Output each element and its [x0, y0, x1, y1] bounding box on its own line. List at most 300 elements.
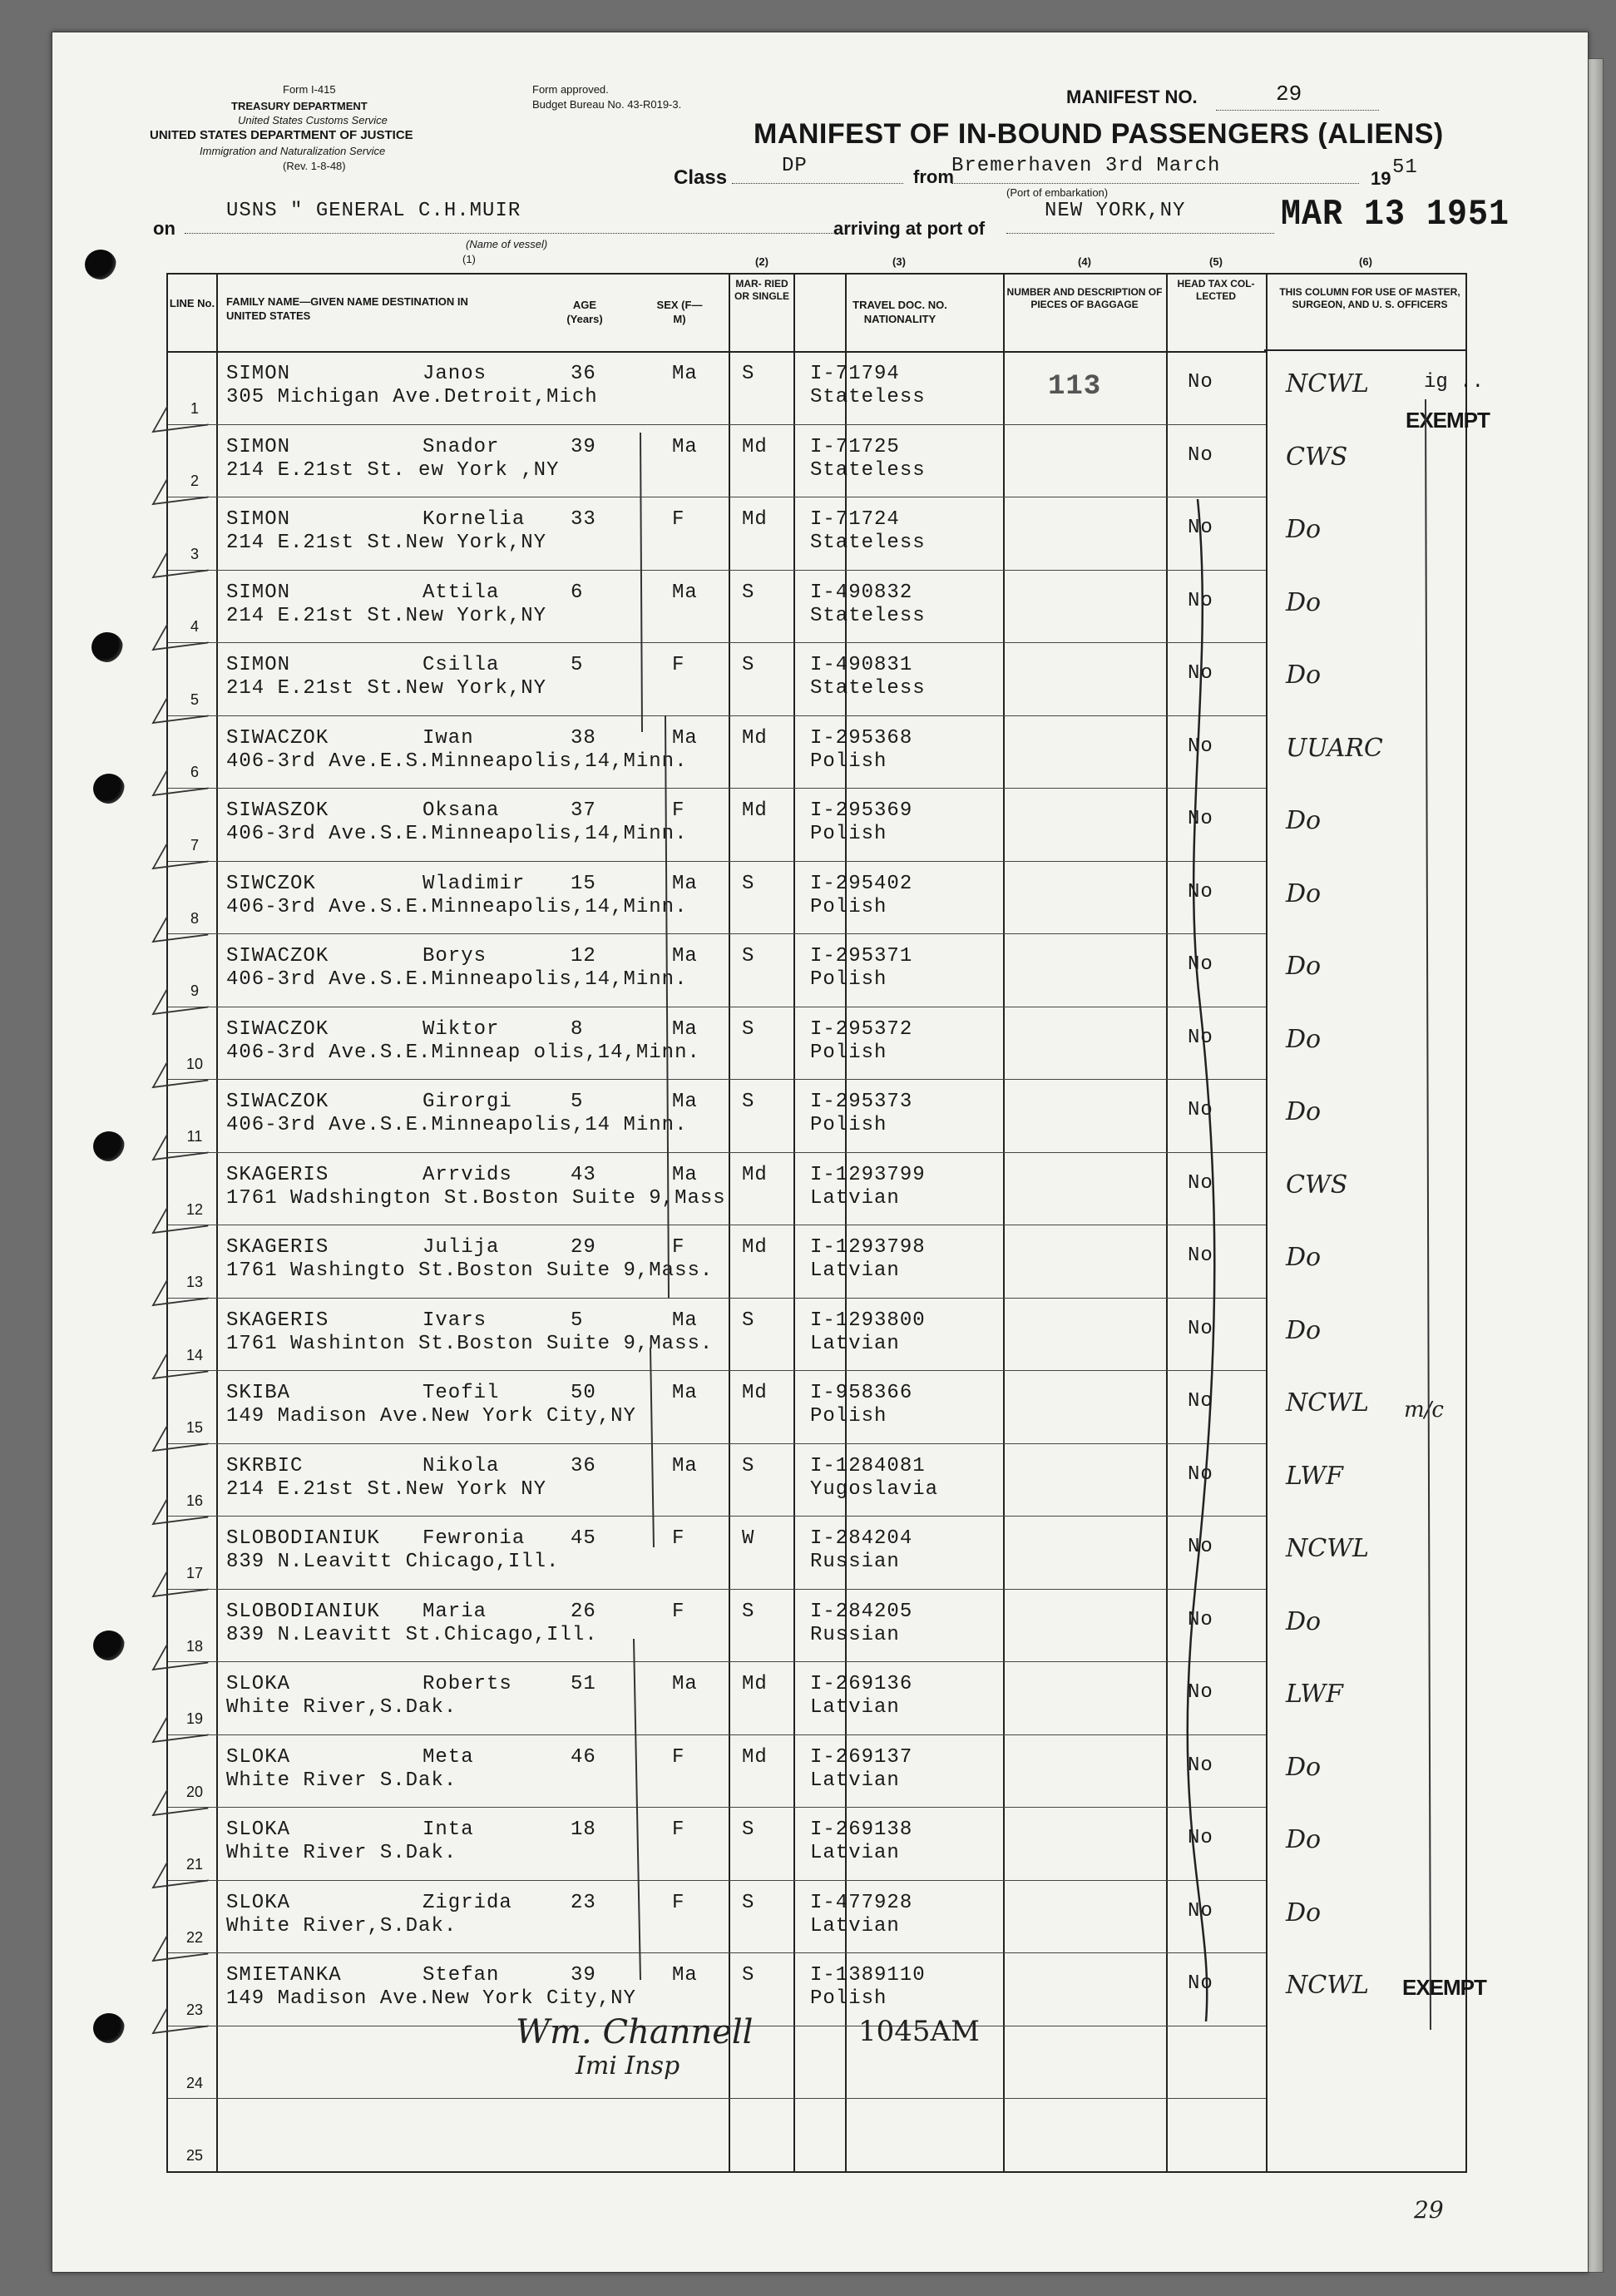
travel-doc-no: I-1389110: [810, 1964, 926, 1987]
travel-doc-no: I-295371: [810, 945, 913, 968]
age: 36: [571, 363, 596, 385]
destination: 305 Michigan Ave.Detroit,Mich: [226, 386, 598, 408]
age: 6: [571, 581, 584, 604]
head-tax: No: [1188, 1462, 1213, 1486]
surname: SLOKA: [226, 1673, 291, 1696]
given-name: Meta: [423, 1745, 474, 1769]
ig-note: ig ..: [1424, 371, 1485, 393]
sex: Ma: [672, 1309, 698, 1332]
given-name: Fewronia: [423, 1527, 526, 1551]
marital-status: S: [742, 1017, 755, 1041]
nationality: Polish: [810, 1041, 887, 1064]
marital-status: S: [742, 654, 755, 677]
travel-doc-no: I-1293798: [810, 1236, 926, 1259]
marital-status: S: [742, 872, 755, 895]
marital-status: Md: [742, 726, 768, 750]
col-officers-num: (6): [1359, 255, 1372, 268]
surname: SIWASZOK: [226, 799, 329, 823]
travel-doc-no: I-295372: [810, 1017, 913, 1041]
head-tax: No: [1188, 1681, 1213, 1705]
col-married-num: (2): [755, 255, 768, 268]
sex: F: [672, 1745, 685, 1769]
travel-doc-no: I-71794: [810, 363, 900, 385]
destination: White River,S.Dak.: [226, 1696, 457, 1720]
travel-doc-no: I-269138: [810, 1818, 913, 1842]
sex: Ma: [672, 1017, 698, 1041]
officers-column-pen-line: [1414, 399, 1447, 2030]
sex: F: [672, 1818, 685, 1842]
vessel-name: USNS " GENERAL C.H.MUIR: [226, 200, 521, 222]
arrival-line: [1006, 233, 1274, 234]
embarkation-caption: (Port of embarkation): [1006, 186, 1109, 199]
surname: SIMON: [226, 363, 291, 385]
head-tax: No: [1188, 1536, 1213, 1559]
officer-note: LWF: [1286, 1461, 1343, 1491]
age: 33: [571, 508, 596, 532]
ins-service: Immigration and Naturalization Service: [200, 145, 386, 157]
destination: 214 E.21st St.New York,NY: [226, 532, 547, 555]
officer-note: Do: [1286, 1825, 1322, 1855]
officer-note: Do: [1286, 661, 1322, 690]
year-prefix: 19: [1371, 168, 1391, 189]
marital-status: S: [742, 1964, 755, 1987]
sex: Ma: [672, 581, 698, 604]
officer-note: Do: [1286, 1898, 1322, 1927]
travel-doc-no: I-284204: [810, 1527, 913, 1551]
destination: 406-3rd Ave.S.E.Minneapolis,14,Minn.: [226, 968, 688, 992]
travel-doc-no: I-295373: [810, 1091, 913, 1114]
marital-status: Md: [742, 1236, 768, 1259]
sex: F: [672, 1236, 685, 1259]
marital-status: S: [742, 1891, 755, 1914]
age: 15: [571, 872, 596, 895]
given-name: Borys: [423, 945, 487, 968]
manifest-title: MANIFEST OF IN-BOUND PASSENGERS (ALIENS): [754, 118, 1444, 150]
nationality: Russian: [810, 1623, 900, 1646]
arriving-label: arriving at port of: [833, 218, 986, 239]
head-tax: No: [1188, 1317, 1213, 1340]
customs-service: United States Customs Service: [238, 114, 388, 126]
vessel-caption: (Name of vessel): [466, 238, 548, 250]
marital-status: Md: [742, 508, 768, 532]
punch-hole: [85, 250, 116, 280]
destination: 214 E.21st St.New York NY: [226, 1477, 547, 1501]
given-name: Arrvids: [423, 1163, 512, 1186]
given-name: Teofil: [423, 1382, 500, 1405]
travel-doc-no: I-71724: [810, 508, 900, 532]
table-row: [168, 351, 1369, 424]
marital-status: S: [742, 581, 755, 604]
line-number: 17: [185, 1565, 204, 1582]
head-tax: No: [1188, 880, 1213, 903]
budget-bureau: Budget Bureau No. 43-R019-3.: [532, 98, 682, 111]
surname: SKAGERIS: [226, 1309, 329, 1332]
head-tax: No: [1188, 1899, 1213, 1922]
col-baggage: NUMBER AND DESCRIPTION OF PIECES OF BAGGAGE: [1006, 286, 1163, 310]
travel-doc-no: I-71725: [810, 435, 900, 458]
officer-note: Do: [1286, 1024, 1322, 1054]
sex: Ma: [672, 435, 698, 458]
destination: 214 E.21st St. ew York ,NY: [226, 458, 560, 482]
destination: 1761 Washingto St.Boston Suite 9,Mass.: [226, 1259, 714, 1283]
destination: 406-3rd Ave.E.S.Minneapolis,14,Minn.: [226, 750, 688, 773]
line-number: 14: [185, 1346, 204, 1363]
age: 51: [571, 1673, 596, 1696]
line-number: 24: [185, 2074, 204, 2091]
year-suffix: 51: [1392, 156, 1418, 179]
head-tax: No: [1188, 662, 1213, 685]
inspector-signature: Wm. Channell: [516, 2013, 754, 2051]
travel-doc-no: I-490831: [810, 654, 913, 677]
nationality: Stateless: [810, 604, 926, 627]
head-tax: No: [1188, 1026, 1213, 1049]
head-tax: No: [1188, 1171, 1213, 1195]
travel-doc-no: I-295368: [810, 726, 913, 750]
destination: 839 N.Leavitt Chicago,Ill.: [226, 1551, 560, 1574]
treasury-department: TREASURY DEPARTMENT: [231, 100, 368, 112]
surname: SLOBODIANIUK: [226, 1527, 380, 1551]
sex: Ma: [672, 1673, 698, 1696]
inspector-title: Imi Insp: [576, 2051, 680, 2081]
inspection-time: 1045AM: [858, 2015, 980, 2048]
nationality: Russian: [810, 1551, 900, 1574]
travel-doc-no: I-958366: [810, 1382, 913, 1405]
given-name: Kornelia: [423, 508, 526, 532]
from-line: [951, 183, 1359, 184]
col-baggage-num: (4): [1078, 255, 1091, 268]
line-number: 3: [190, 545, 199, 562]
surname: SKAGERIS: [226, 1163, 329, 1186]
sex: Ma: [672, 1964, 698, 1987]
marital-status: S: [742, 1309, 755, 1332]
baggage: 113: [1048, 371, 1102, 403]
travel-doc-no: I-477928: [810, 1891, 913, 1914]
sex: Ma: [672, 726, 698, 750]
officer-note: NCWL: [1286, 369, 1369, 398]
marital-status: Md: [742, 1745, 768, 1769]
destination: White River S.Dak.: [226, 1842, 457, 1865]
line-number: 13: [185, 1274, 204, 1291]
officer-note: LWF: [1286, 1680, 1343, 1710]
head-tax: No: [1188, 517, 1213, 540]
page-corner-number: 29: [1414, 2196, 1444, 2224]
given-name: Csilla: [423, 654, 500, 677]
nationality: Stateless: [810, 677, 926, 700]
surname: SIWACZOK: [226, 945, 329, 968]
age: 5: [571, 1309, 584, 1332]
officer-note: Do: [1286, 1243, 1322, 1273]
given-name: Iwan: [423, 726, 474, 750]
officer-note: Do: [1286, 515, 1322, 545]
given-name: Wladimir: [423, 872, 526, 895]
col-sex: SEX (F—M): [656, 299, 703, 325]
surname: SIMON: [226, 654, 291, 677]
head-tax: No: [1188, 443, 1213, 467]
head-tax: No: [1188, 1754, 1213, 1777]
age: 29: [571, 1236, 596, 1259]
officer-note: UUARC: [1286, 733, 1383, 763]
line-number: 19: [185, 1710, 204, 1728]
surname: SLOKA: [226, 1891, 291, 1914]
officer-note: Do: [1286, 878, 1322, 908]
form-revision: (Rev. 1-8-48): [283, 160, 346, 172]
head-tax: No: [1188, 371, 1213, 393]
line-number: 12: [185, 1200, 204, 1218]
manifest-no-label: MANIFEST NO.: [1066, 87, 1198, 107]
marital-status: Md: [742, 1673, 768, 1696]
col-name: FAMILY NAME—GIVEN NAME DESTINATION IN UNITED STATES: [226, 295, 468, 322]
destination: 406-3rd Ave.S.E.Minneapolis,14 Minn.: [226, 1114, 688, 1137]
nationality: Polish: [810, 1114, 887, 1137]
officer-note: Do: [1286, 806, 1322, 836]
age: 5: [571, 1091, 584, 1114]
embarkation-port: Bremerhaven 3rd March: [951, 155, 1221, 177]
destination: 149 Madison Ave.New York City,NY: [226, 1987, 636, 2011]
surname: SLOBODIANIUK: [226, 1600, 380, 1623]
head-tax: No: [1188, 1608, 1213, 1631]
on-label: on: [153, 218, 175, 239]
officer-note: CWS: [1286, 442, 1348, 472]
destination: 839 N.Leavitt St.Chicago,Ill.: [226, 1623, 598, 1646]
mc-note: m/c: [1404, 1398, 1444, 1423]
line-number: 16: [185, 1492, 204, 1509]
given-name: Ivars: [423, 1309, 487, 1332]
line-number: 5: [190, 690, 199, 708]
travel-doc-no: I-269137: [810, 1745, 913, 1769]
from-label: from: [913, 166, 954, 187]
nationality: Stateless: [810, 458, 926, 482]
sex: F: [672, 1600, 685, 1623]
head-tax: No: [1188, 1390, 1213, 1413]
line-number: 20: [185, 1783, 204, 1800]
surname: SIWCZOK: [226, 872, 316, 895]
col-travel-num: (3): [892, 255, 906, 268]
line-number: 22: [185, 1928, 204, 1946]
destination: White River S.Dak.: [226, 1769, 457, 1792]
sex: Ma: [672, 872, 698, 895]
nationality: Stateless: [810, 386, 926, 408]
age: 5: [571, 654, 584, 677]
age: 38: [571, 726, 596, 750]
sex: Ma: [672, 1382, 698, 1405]
exempt-stamp-line23: EXEMPT: [1402, 1975, 1486, 2000]
head-tax: No: [1188, 1244, 1213, 1268]
col-married: MAR- RIED OR SINGLE: [734, 278, 789, 302]
surname: SKRBIC: [226, 1454, 304, 1477]
given-name: Attila: [423, 581, 500, 604]
sex: F: [672, 508, 685, 532]
nationality: Polish: [810, 750, 887, 773]
surname: SLOKA: [226, 1745, 291, 1769]
head-tax: No: [1188, 735, 1213, 758]
given-name: Girorgi: [423, 1091, 512, 1114]
line-number: 21: [185, 1856, 204, 1873]
sex: Ma: [672, 1454, 698, 1477]
given-name: Zigrida: [423, 1891, 512, 1914]
travel-doc-no: I-490832: [810, 581, 913, 604]
age: 12: [571, 945, 596, 968]
marital-status: S: [742, 945, 755, 968]
destination: 214 E.21st St.New York,NY: [226, 677, 547, 700]
sex: F: [672, 654, 685, 677]
vessel-column-number: (1): [462, 253, 476, 265]
travel-doc-no: I-284205: [810, 1600, 913, 1623]
form-number: Form I-415: [283, 83, 336, 96]
travel-doc-no: I-1284081: [810, 1454, 926, 1477]
head-tax: No: [1188, 1827, 1213, 1850]
col-travel: TRAVEL DOC. NO. NATIONALITY: [852, 299, 947, 325]
sex: Ma: [672, 1091, 698, 1114]
marital-status: Md: [742, 1382, 768, 1405]
age: 45: [571, 1527, 596, 1551]
nationality: Polish: [810, 1405, 887, 1428]
officer-note: Do: [1286, 587, 1322, 617]
destination: 214 E.21st St.New York,NY: [226, 604, 547, 627]
line-number: 8: [190, 909, 199, 927]
col-line-no: LINE No.: [169, 297, 215, 309]
punch-hole: [93, 2013, 125, 2043]
destination: 1761 Washinton St.Boston Suite 9,Mass.: [226, 1332, 714, 1355]
age: 50: [571, 1382, 596, 1405]
nationality: Latvian: [810, 1842, 900, 1865]
sex: F: [672, 1891, 685, 1914]
tax-column-pen-line: [1181, 499, 1248, 2021]
surname: SIMON: [226, 508, 291, 532]
sex: Ma: [672, 363, 698, 385]
officer-note: NCWL: [1286, 1971, 1369, 2001]
destination: White River,S.Dak.: [226, 1914, 457, 1937]
given-name: Stefan: [423, 1964, 500, 1987]
line-number: 18: [185, 1637, 204, 1655]
destination: 406-3rd Ave.S.E.Minneap olis,14,Minn.: [226, 1041, 700, 1064]
age: 37: [571, 799, 596, 823]
head-tax: No: [1188, 953, 1213, 977]
surname: SLOKA: [226, 1818, 291, 1842]
age: 23: [571, 1891, 596, 1914]
marital-status: S: [742, 1600, 755, 1623]
given-name: Oksana: [423, 799, 500, 823]
arrival-port: NEW YORK,NY: [1045, 200, 1186, 222]
age: 26: [571, 1600, 596, 1623]
nationality: Latvian: [810, 1769, 900, 1792]
destination: 406-3rd Ave.S.E.Minneapolis,14,Minn.: [226, 895, 688, 918]
officer-note: Do: [1286, 1315, 1322, 1345]
destination: 406-3rd Ave.S.E.Minneapolis,14,Minn.: [226, 823, 688, 846]
age: 46: [571, 1745, 596, 1769]
given-name: Wiktor: [423, 1017, 500, 1041]
nationality: Polish: [810, 895, 887, 918]
age: 43: [571, 1163, 596, 1186]
marital-status: S: [742, 1818, 755, 1842]
travel-doc-no: I-269136: [810, 1673, 913, 1696]
given-name: Maria: [423, 1600, 487, 1623]
surname: SKAGERIS: [226, 1236, 329, 1259]
surname: SKIBA: [226, 1382, 291, 1405]
officer-note: NCWL: [1286, 1388, 1369, 1418]
punch-hole: [93, 774, 125, 804]
exempt-stamp-line1: EXEMPT: [1406, 408, 1490, 433]
officer-note: CWS: [1286, 1170, 1348, 1200]
travel-doc-no: I-1293800: [810, 1309, 926, 1332]
surname: SMIETANKA: [226, 1964, 342, 1987]
officer-note: Do: [1286, 1752, 1322, 1782]
punch-hole: [93, 1131, 125, 1161]
officer-note: Do: [1286, 1606, 1322, 1636]
class-value: DP: [782, 155, 808, 177]
given-name: Roberts: [423, 1673, 512, 1696]
line-number: 25: [185, 2147, 204, 2165]
manifest-no-line: [1216, 110, 1379, 111]
sex: F: [672, 1527, 685, 1551]
col-tax: HEAD TAX COL- LECTED: [1177, 278, 1255, 302]
punch-hole: [93, 1630, 125, 1660]
head-tax: No: [1188, 1972, 1213, 1996]
marital-status: Md: [742, 1163, 768, 1186]
line-number: 1: [190, 399, 199, 417]
line-number: 9: [190, 982, 199, 1000]
surname: SIMON: [226, 435, 291, 458]
marital-status: W: [742, 1527, 755, 1551]
sex: Ma: [672, 945, 698, 968]
marital-status: S: [742, 363, 755, 385]
vessel-line: [185, 233, 833, 234]
line-number: 7: [190, 837, 199, 854]
line-number: 11: [186, 1128, 203, 1146]
nationality: Polish: [810, 968, 887, 992]
surname: SIWACZOK: [226, 1091, 329, 1114]
manifest-no-value: 29: [1276, 82, 1302, 106]
given-name: Snador: [423, 435, 500, 458]
sex: Ma: [672, 1163, 698, 1186]
name-column-pen-lines: [582, 416, 749, 1997]
col-officers: THIS COLUMN FOR USE OF MASTER, SURGEON, AND U. S. OFFICERS: [1279, 286, 1460, 310]
nationality: Latvian: [810, 1259, 900, 1283]
line-number: 6: [190, 764, 199, 781]
arrival-date-stamp: MAR 13 1951: [1281, 194, 1510, 236]
department-of-justice: UNITED STATES DEPARTMENT OF JUSTICE: [150, 128, 413, 142]
officer-note: Do: [1286, 952, 1322, 982]
destination: 1761 Wadshington St.Boston Suite 9,Mass: [226, 1186, 726, 1210]
marital-status: Md: [742, 435, 768, 458]
age: 39: [571, 435, 596, 458]
col-age: AGE (Years): [566, 299, 603, 325]
nationality: Stateless: [810, 532, 926, 555]
marital-status: Md: [742, 799, 768, 823]
travel-doc-no: I-295402: [810, 872, 913, 895]
nationality: Latvian: [810, 1914, 900, 1937]
line-number: 10: [185, 1055, 204, 1072]
surname: SIWACZOK: [226, 726, 329, 750]
nationality: Yugoslavia: [810, 1477, 939, 1501]
line-number: 4: [190, 618, 199, 636]
nationality: Latvian: [810, 1696, 900, 1720]
table-row: [168, 2098, 1266, 2171]
class-line: [732, 183, 903, 184]
head-tax: No: [1188, 1099, 1213, 1122]
given-name: Inta: [423, 1818, 474, 1842]
travel-doc-no: I-1293799: [810, 1163, 926, 1186]
given-name: Nikola: [423, 1454, 500, 1477]
punch-hole: [91, 632, 123, 662]
travel-doc-no: I-295369: [810, 799, 913, 823]
nationality: Polish: [810, 1987, 887, 2011]
nationality: Latvian: [810, 1186, 900, 1210]
sex: F: [672, 799, 685, 823]
age: 8: [571, 1017, 584, 1041]
marital-status: S: [742, 1454, 755, 1477]
line-number: 2: [190, 473, 199, 490]
surname: SIMON: [226, 581, 291, 604]
